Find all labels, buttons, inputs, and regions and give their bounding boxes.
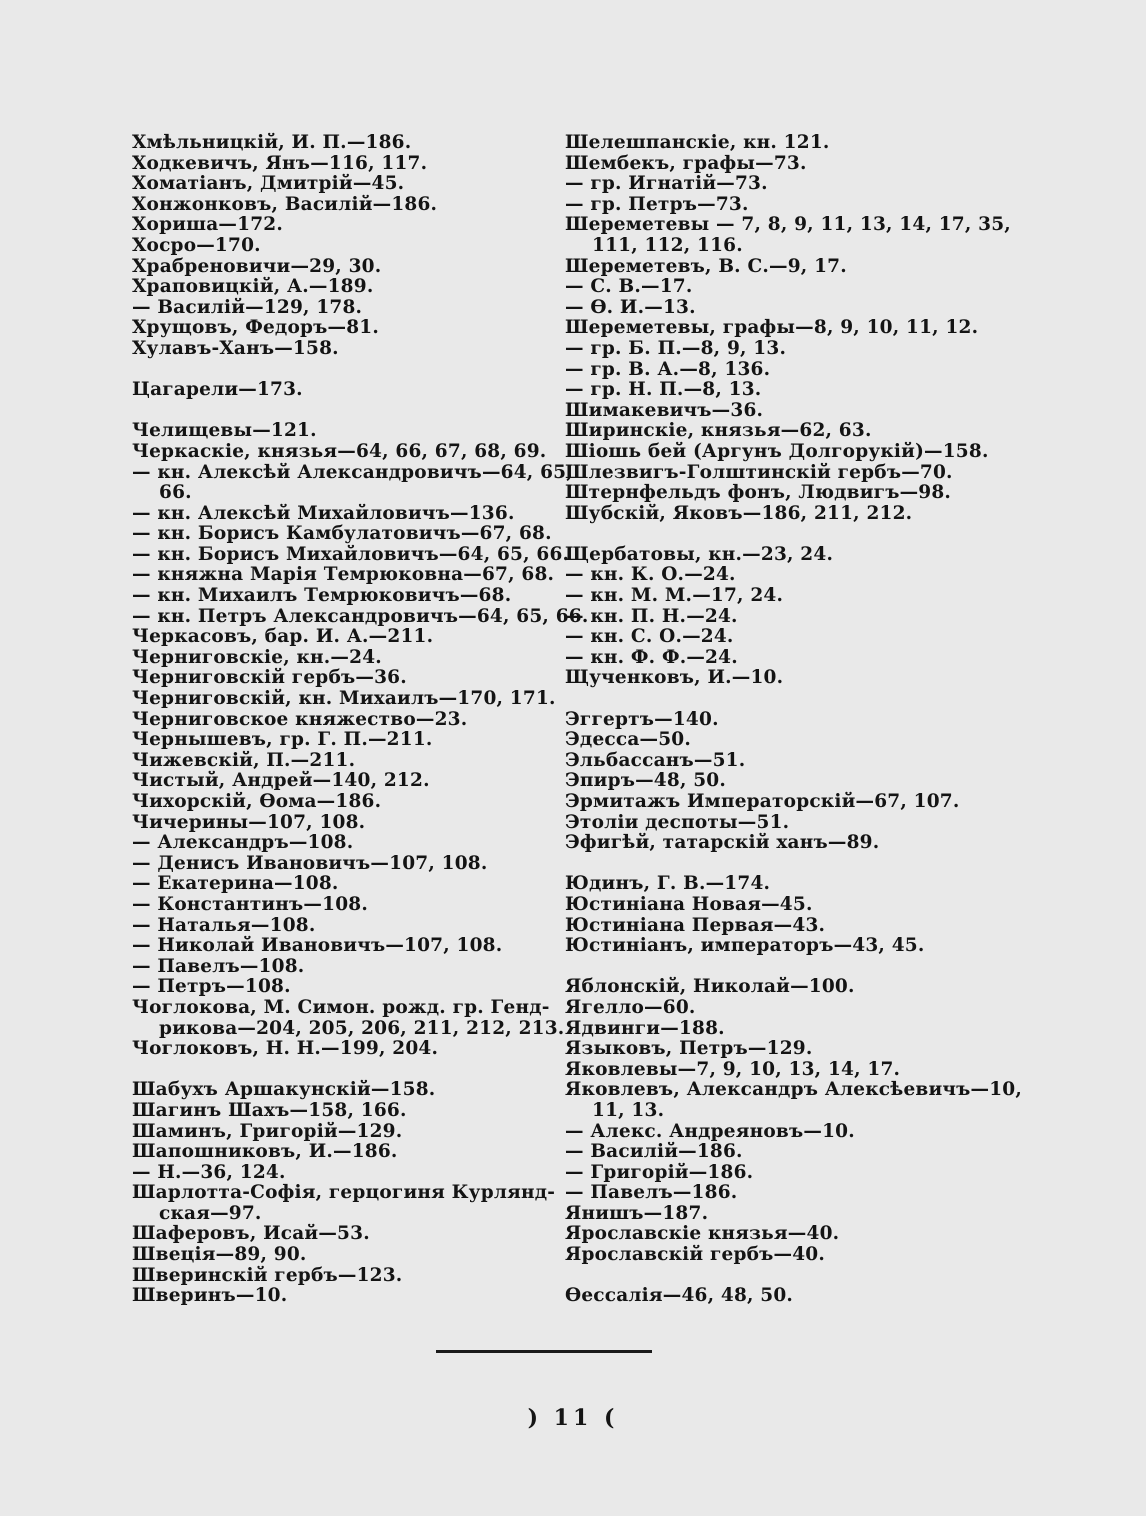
index-entry: Эггертъ—140. — [565, 708, 719, 730]
index-entry: — кн. Борисъ Камбулатовичъ—67, 68. — [132, 523, 552, 545]
index-entry-continuation: 11, 13. — [592, 1099, 665, 1121]
index-entry: — Василій—186. — [565, 1141, 743, 1163]
index-entry: Яковлевъ, Александръ Алексѣевичъ—10, — [565, 1079, 1023, 1101]
index-entry: — С. В.—17. — [565, 276, 693, 298]
index-entry: — Денисъ Ивановичъ—107, 108. — [132, 852, 488, 874]
index-entry: Черниговскіе, кн.—24. — [132, 646, 382, 668]
index-entry: Шубскій, Яковъ—186, 211, 212. — [565, 502, 913, 524]
index-entry: Ширинскіе, князья—62, 63. — [565, 420, 872, 442]
index-entry: Черниговское княжество—23. — [132, 708, 468, 730]
index-entry: — Павелъ—108. — [132, 955, 305, 977]
index-entry: Юстиніана Первая—43. — [565, 914, 826, 936]
index-entry: Яковлевы—7, 9, 10, 13, 14, 17. — [565, 1058, 901, 1080]
section-gap — [132, 401, 537, 422]
index-entry: Черниговскій гербъ—36. — [132, 667, 407, 689]
index-entry: Этоліи деспоты—51. — [565, 811, 790, 833]
index-entry: — Павелъ—186. — [565, 1182, 738, 1204]
index-entry: — кн. Борисъ Михайловичъ—64, 65, 66. — [132, 543, 570, 565]
index-entry: Цагарели—173. — [132, 379, 303, 401]
index-entry: Шембекъ, графы—73. — [565, 152, 807, 174]
index-entry: Храбреновичи—29, 30. — [132, 255, 382, 277]
index-entry: Хмѣльницкій, И. П.—186. — [132, 132, 412, 153]
index-entry: — кн. Петръ Александровичъ—64, 65, 66. — [132, 605, 589, 627]
section-gap — [565, 524, 985, 545]
index-entry: Шапошниковъ, И.—186. — [132, 1141, 398, 1163]
index-column-right — [565, 132, 1023, 1307]
index-entry: Янишъ—187. — [565, 1202, 709, 1224]
index-entry-continuation: рикова—204, 205, 206, 211, 212, 213. — [159, 1017, 565, 1039]
index-entry: Шереметевы, графы—8, 9, 10, 11, 12. — [565, 317, 979, 339]
index-entry: Языковъ, Петръ—129. — [565, 1038, 813, 1060]
index-entry: Щученковъ, И.—10. — [565, 667, 784, 689]
section-gap — [132, 360, 537, 381]
index-entry: — кн. Ф. Ф.—24. — [565, 646, 738, 668]
index-entry-continuation: 111, 112, 116. — [592, 234, 743, 256]
index-entry: Шіошь бей (Аргунъ Долгорукій)—158. — [565, 440, 989, 462]
index-entry: Штернфельдъ фонъ, Людвигъ—98. — [565, 482, 952, 504]
section-gap — [132, 1060, 537, 1081]
index-entry: — гр. В. А.—8, 136. — [565, 358, 771, 380]
index-entry: Ходкевичъ, Янъ—116, 117. — [132, 152, 428, 174]
index-entry: Ярославскій гербъ—40. — [565, 1244, 826, 1266]
index-entry: Эдесса—50. — [565, 729, 692, 751]
index-entry: Шаминъ, Григорій—129. — [132, 1120, 403, 1142]
index-entry: — Василій—129, 178. — [132, 296, 363, 318]
index-entry: — кн. Алексѣй Михайловичъ—136. — [132, 502, 515, 524]
index-entry: — кн. П. Н.—24. — [565, 605, 738, 627]
index-entry: — Николай Ивановичъ—107, 108. — [132, 935, 503, 957]
index-entry: Чернышевъ, гр. Г. П.—211. — [132, 729, 433, 751]
index-entry: Хосро—170. — [132, 234, 261, 256]
index-entry: Шелешпанскіе, кн. 121. — [565, 132, 830, 153]
index-entry: Яблонскій, Николай—100. — [565, 976, 855, 998]
index-entry: — Н.—36, 124. — [132, 1161, 286, 1183]
index-entry: Эпиръ—48, 50. — [565, 770, 727, 792]
index-entry: Шагинъ Шахъ—158, 166. — [132, 1099, 407, 1121]
index-entry: Хулавъ-Ханъ—158. — [132, 337, 339, 359]
index-entry: Чоглоковъ, Н. Н.—199, 204. — [132, 1038, 439, 1060]
index-column-left — [132, 132, 589, 1307]
index-entry: Чихорскій, Ѳома—186. — [132, 791, 382, 812]
index-entry: — гр. Игнатій—73. — [565, 173, 768, 195]
index-entry: Чоглокова, М. Симон. рожд. гр. Генд- — [132, 996, 550, 1018]
index-entry: Юстиніана Новая—45. — [565, 893, 813, 915]
index-entry: — Ѳ. И.—13. — [565, 296, 696, 318]
index-entry: Юстиніанъ, императоръ—43, 45. — [565, 935, 925, 957]
index-entry: Ядвинги—188. — [565, 1017, 725, 1039]
index-entry: Шереметевы — 7, 8, 9, 11, 13, 14, 17, 35, — [565, 214, 1011, 236]
index-entry: Эрмитажъ Императорскій—67, 107. — [565, 791, 960, 812]
index-entry: Шереметевъ, В. С.—9, 17. — [565, 255, 847, 277]
page-number: ) 11 ( — [527, 1405, 619, 1431]
index-entry: Щербатовы, кн.—23, 24. — [565, 543, 834, 565]
index-entry: Эльбассанъ—51. — [565, 749, 746, 771]
index-entry: — княжна Марія Темрюковна—67, 68. — [132, 564, 555, 586]
index-entry: Шверинскій гербъ—123. — [132, 1264, 403, 1286]
section-gap — [565, 957, 985, 978]
index-entry-continuation: ская—97. — [159, 1202, 262, 1224]
index-entry: Шверинъ—10. — [132, 1285, 288, 1307]
index-entry: Чичерины—107, 108. — [132, 811, 366, 833]
index-entry: Эфигѣй, татарскій ханъ—89. — [565, 832, 880, 854]
index-entry: Чистый, Андрей—140, 212. — [132, 770, 430, 792]
index-entry: Хрущовъ, Федоръ—81. — [132, 317, 380, 339]
index-entry: Ярославскіе князья—40. — [565, 1223, 840, 1245]
index-entry: — Петръ—108. — [132, 976, 291, 998]
index-entry: — гр. Петръ—73. — [565, 193, 749, 215]
index-entry: Юдинъ, Г. В.—174. — [565, 873, 771, 895]
index-entry: — Алекс. Андреяновъ—10. — [565, 1120, 855, 1142]
section-gap — [565, 854, 985, 875]
index-entry: — кн. Алексѣй Александровичъ—64, 65, — [132, 461, 573, 483]
index-entry: Чижевскій, П.—211. — [132, 749, 356, 771]
index-entry: Хоматіанъ, Дмитрій—45. — [132, 173, 405, 195]
index-entry: — Александръ—108. — [132, 832, 354, 854]
index-entry: Шимакевичъ—36. — [565, 399, 764, 421]
index-entry: — кн. С. О.—24. — [565, 626, 734, 648]
index-entry: Черкаскіе, князья—64, 66, 67, 68, 69. — [132, 440, 547, 462]
index-entry: — Екатерина—108. — [132, 873, 339, 895]
index-entry: Швеція—89, 90. — [132, 1244, 307, 1266]
index-entry: Ягелло—60. — [565, 996, 696, 1018]
index-entry: — гр. Б. П.—8, 9, 13. — [565, 337, 787, 359]
index-entry: Ѳессалія—46, 48, 50. — [565, 1285, 794, 1307]
index-entry: — кн. Михаилъ Темрюковичъ—68. — [132, 585, 512, 607]
section-gap — [565, 689, 985, 710]
index-entry: Челищевы—121. — [132, 420, 317, 442]
index-entry: Хориша—172. — [132, 214, 283, 236]
index-entry: — гр. Н. П.—8, 13. — [565, 379, 762, 401]
index-entry: Храповицкій, А.—189. — [132, 276, 374, 298]
closing-rule — [436, 1350, 652, 1353]
index-entry: Шлезвигъ-Голштинскій гербъ—70. — [565, 461, 953, 483]
index-entry: — Григорій—186. — [565, 1161, 754, 1183]
index-entry: Черкасовъ, бар. И. А.—211. — [132, 626, 434, 648]
index-entry: — Константинъ—108. — [132, 893, 368, 915]
index-entry: Черниговскій, кн. Михаилъ—170, 171. — [132, 688, 556, 710]
index-entry: Шабухъ Аршакунскій—158. — [132, 1079, 436, 1101]
index-entry: — кн. К. О.—24. — [565, 564, 736, 586]
index-entry: — Наталья—108. — [132, 914, 316, 936]
section-gap — [565, 1266, 985, 1287]
index-entry: Шарлотта-Софія, герцогиня Курлянд- — [132, 1182, 556, 1204]
index-entry: Хонжонковъ, Василій—186. — [132, 193, 438, 215]
index-entry-continuation: 66. — [159, 482, 192, 504]
index-entry: Шаферовъ, Исай—53. — [132, 1223, 370, 1245]
index-entry: — кн. М. М.—17, 24. — [565, 585, 784, 607]
